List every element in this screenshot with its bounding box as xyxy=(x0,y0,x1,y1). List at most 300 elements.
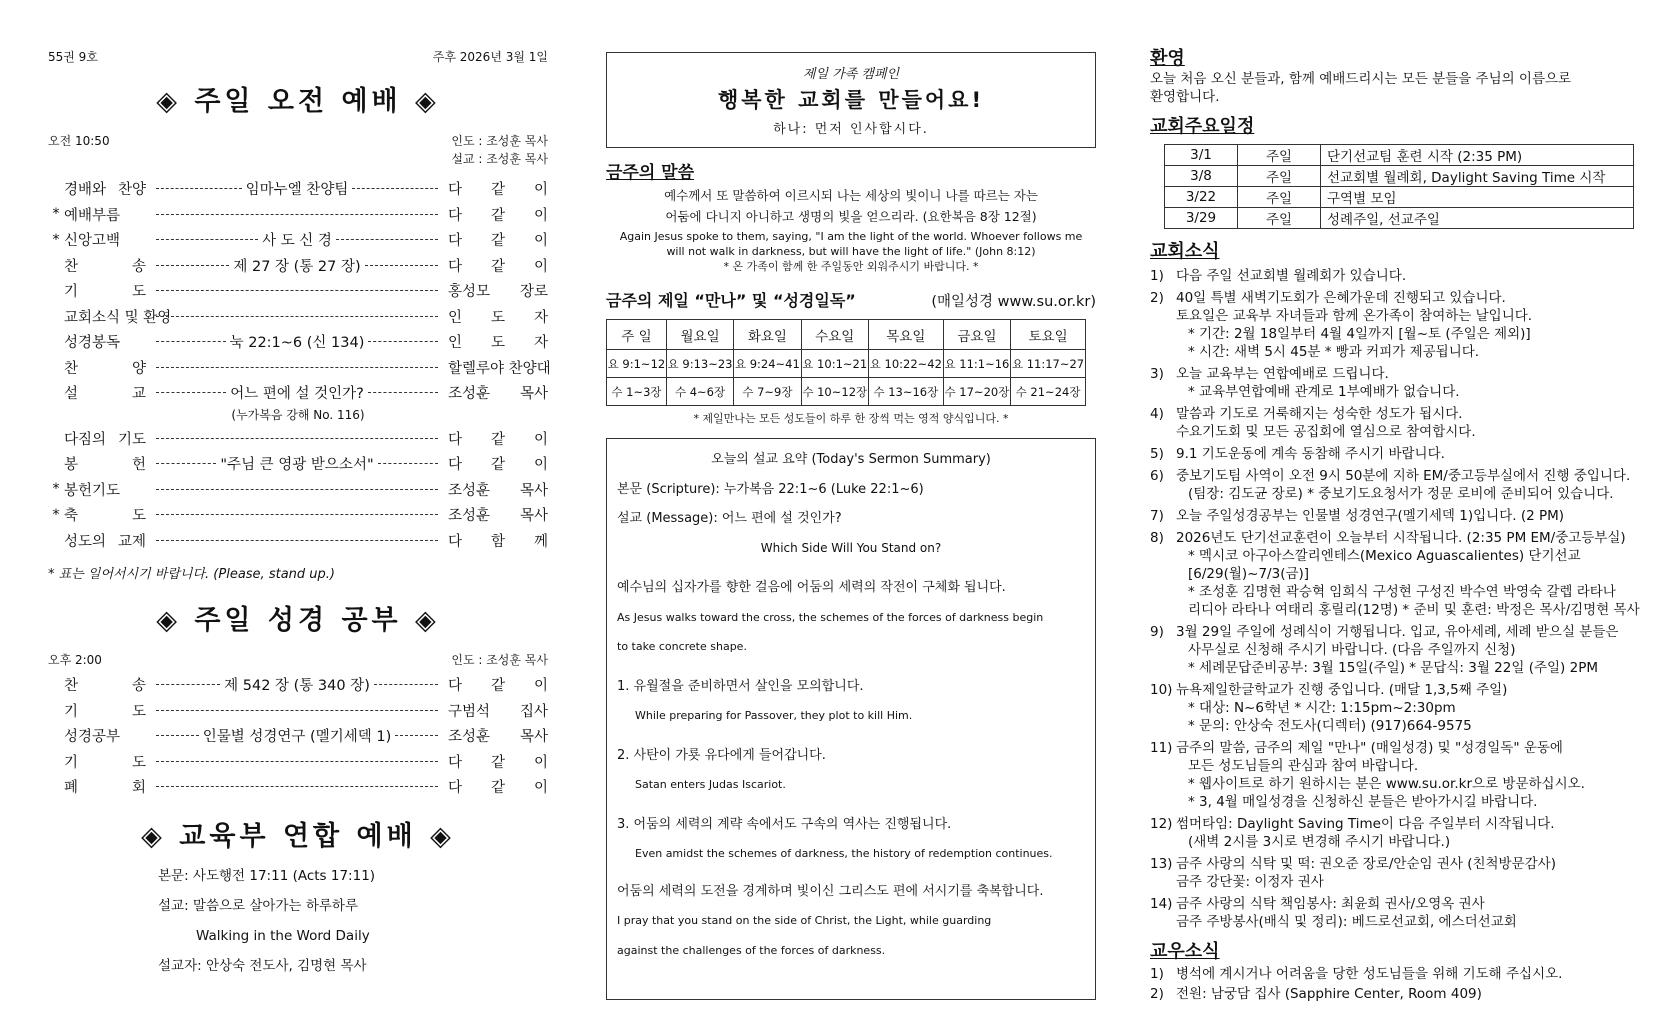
welcome-heading: 환영 xyxy=(1150,48,1185,69)
sermon-intro-en-1: As Jesus walks toward the cross, the schemes of the forces of darkness begin xyxy=(617,610,1044,624)
members-heading: 교우소식 xyxy=(1150,941,1220,962)
manna-cell: 주 일 xyxy=(607,320,667,350)
manna-subheading: (매일성경 www.su.or.kr) xyxy=(931,294,1096,310)
news-line: * 대상: N~6학년 * 시간: 1:15pm~2:30pm xyxy=(1188,700,1456,716)
news-line: 썸머타임: Daylight Saving Time이 다음 주일부터 시작됩니다. xyxy=(1176,816,1555,832)
news-line: 모든 성도님들의 관심과 참여 바랍니다. xyxy=(1188,758,1419,774)
dash-line xyxy=(395,735,438,736)
news-line: 금주 사랑의 식탁 책임봉사: 최윤희 권사/오영옥 권사 xyxy=(1176,896,1485,912)
manna-heading: 금주의 제일 “만나” 및 “성경일독” xyxy=(606,291,856,310)
news-item xyxy=(1150,445,1660,463)
order-item: 경배와 찬양 xyxy=(64,182,146,199)
order-leader: 조성훈 목사 xyxy=(448,508,548,525)
welcome-text xyxy=(1150,70,1660,106)
morning-service-meta xyxy=(48,132,548,168)
order-leader: 다 같 이 xyxy=(448,780,548,797)
dash-line xyxy=(156,710,438,711)
order-leader: 다 같 이 xyxy=(448,457,548,474)
order-leader-line xyxy=(152,438,442,439)
order-content: 제 27 장 (통 27 장) xyxy=(233,258,361,275)
announcements-column xyxy=(1150,0,1660,1003)
order-item: 봉 헌 xyxy=(64,457,146,474)
sermon-point-2-en: Satan enters Judas Iscariot. xyxy=(635,778,786,791)
news-line: * 문의: 안상숙 전도사(디렉터) (917)664-9575 xyxy=(1188,718,1472,734)
dash-line xyxy=(336,239,438,240)
order-row xyxy=(48,426,548,452)
welcome-line-2: 환영합니다. xyxy=(1150,89,1220,105)
news-item xyxy=(1150,405,1660,441)
weekly-word-heading: 금주의 말씀 xyxy=(606,163,695,183)
manna-cell: 금요일 xyxy=(943,320,1010,350)
news-line: (새벽 2시를 3시로 변경해 주시기 바랍니다.) xyxy=(1188,834,1451,850)
order-row xyxy=(48,774,548,800)
news-item xyxy=(1150,681,1660,735)
dash-line xyxy=(368,392,438,393)
schedule-cell: 구역별 모임 xyxy=(1321,187,1634,208)
news-item xyxy=(1150,739,1660,811)
news-body xyxy=(1176,623,1660,677)
manna-note: * 제일만나는 모든 성도들이 하루 한 장씩 먹는 영적 양식입니다. * xyxy=(693,412,1009,425)
bible-study-meta xyxy=(48,651,548,668)
education-scripture: 본문: 사도행전 17:11 (Acts 17:11) xyxy=(158,867,376,884)
welcome-line-1: 오늘 처음 오신 분들과, 함께 예배드리시는 모든 분들을 주님의 이름으로 xyxy=(1150,71,1572,87)
manna-days-row xyxy=(607,320,1086,350)
news-line: 중보기도팀 사역이 오전 9시 50분에 지하 EM/중고등부실에서 진행 중입니다. xyxy=(1176,468,1631,484)
order-item: 교회소식 및 환영 xyxy=(64,309,172,326)
manna-cell: 요 9:1~12 xyxy=(607,350,667,378)
order-content: 눅 22:1~6 (신 134) xyxy=(229,335,365,352)
dash-line xyxy=(156,438,438,439)
dash-line xyxy=(365,265,438,266)
order-item: 성경공부 xyxy=(64,729,121,746)
news-line: 금주 강단꽃: 이정자 권사 xyxy=(1176,874,1324,890)
dash-line xyxy=(156,367,438,368)
member-text: 전원: 남궁담 집사 (Sapphire Center, Room 409) xyxy=(1176,986,1482,1002)
news-heading: 교회소식 xyxy=(1150,241,1220,262)
order-leader: 구범석 집사 xyxy=(448,703,548,720)
news-body xyxy=(1176,681,1660,735)
sermon-intro-en-2: to take concrete shape. xyxy=(617,640,747,653)
order-leader: 조성훈 목사 xyxy=(448,386,548,403)
manna-cell: 수요일 xyxy=(801,320,868,350)
order-item: 기 도 xyxy=(64,284,146,301)
news-line: 토요일은 교육부 자녀들과 함께 온가족이 참여하는 날입니다. xyxy=(1176,308,1533,324)
manna-cell: 요 11:1~16 xyxy=(943,350,1010,378)
order-leader: 인 도 자 xyxy=(448,309,548,326)
weekly-word xyxy=(606,185,1096,274)
order-of-worship-column xyxy=(48,0,551,981)
news-line: 리디아 라타나 여태리 홍릴리(12명) * 준비 및 훈련: 박정은 목사/김명현 목사 xyxy=(1188,602,1640,618)
news-line: (팀장: 김도균 장로) * 중보기도요청서가 정문 로비에 준비되어 있습니다. xyxy=(1188,486,1614,502)
volume-number: 55권 9호 xyxy=(48,50,98,64)
news-line: 금주의 말씀, 금주의 제일 "만나" (매일성경) 및 "성경일독" 운동에 xyxy=(1176,740,1563,756)
schedule-row xyxy=(1165,187,1634,208)
banner-campaign: 제일 가족 캠페인 xyxy=(802,67,900,82)
news-number: 7) xyxy=(1150,508,1164,524)
dash-line xyxy=(352,188,438,189)
order-row xyxy=(48,278,548,304)
news-number: 1) xyxy=(1150,268,1164,284)
sermon-series-note: (누가복음 강해 No. 116) xyxy=(231,407,365,422)
schedule-cell: 선교회별 월례회, Daylight Saving Time 시작 xyxy=(1321,166,1634,187)
order-content: 인물별 성경연구 (멜기세덱 1) xyxy=(202,729,392,746)
schedule-cell: 성례주일, 선교주일 xyxy=(1321,208,1634,229)
manna-cell: 수 4~6장 xyxy=(666,378,733,406)
bulletin-date: 주후 2026년 3월 1일 xyxy=(432,50,548,64)
order-leader-line xyxy=(152,453,442,474)
dash-line xyxy=(156,514,438,515)
news-body xyxy=(1176,289,1660,361)
sermon-point-3-en: Even amidst the schemes of darkness, the history of redemption continues. xyxy=(635,847,1053,860)
order-item: 폐 회 xyxy=(64,780,146,797)
manna-cell: 수 1~3장 xyxy=(607,378,667,406)
order-leader: 다 같 이 xyxy=(448,258,548,275)
weekly-word-en-1: Again Jesus spoke to them, saying, "I am the light of the world. Whoever follows me xyxy=(619,230,1083,243)
order-item: 성도의 교제 xyxy=(64,533,146,550)
manna-cell: 요 9:24~41 xyxy=(734,350,801,378)
order-leader-line xyxy=(152,382,442,403)
order-leader-line xyxy=(152,367,442,368)
manna-cell: 요 10:22~42 xyxy=(868,350,943,378)
weekly-word-en-2: will not walk in darkness, but will have the light of life." (John 8:12) xyxy=(666,245,1036,258)
dash-line xyxy=(156,214,438,215)
order-leader: 홍성모 장로 xyxy=(448,284,548,301)
order-row xyxy=(48,528,548,554)
member-item xyxy=(1150,985,1660,1003)
news-body xyxy=(1176,529,1660,619)
order-leader: 다 같 이 xyxy=(448,754,548,771)
order-star: * xyxy=(52,481,60,498)
order-row xyxy=(48,451,548,477)
dash-line xyxy=(156,392,226,393)
dash-line xyxy=(156,316,438,317)
manna-cell: 목요일 xyxy=(868,320,943,350)
order-content: "주님 큰 영광 받으소서" xyxy=(220,457,374,474)
news-number: 8) xyxy=(1150,530,1164,546)
order-leader-line xyxy=(152,786,442,787)
sermon-message-en: Which Side Will You Stand on? xyxy=(760,540,942,555)
news-line: * 시간: 새벽 5시 45분 * 빵과 커피가 제공됩니다. xyxy=(1188,344,1480,360)
schedule-cell: 주일 xyxy=(1238,187,1321,208)
order-row xyxy=(48,672,548,698)
bulletin-header xyxy=(48,48,548,65)
order-leader-line xyxy=(152,178,442,199)
manna-cell: 수 13~16장 xyxy=(868,378,943,406)
manna-cell: 요 9:13~23 xyxy=(666,350,733,378)
news-item xyxy=(1150,815,1660,851)
news-line: * 멕시코 아구아스깔리엔테스(Mexico Aguascalientes) 단기선교[6/29(월)~7/3(금)] xyxy=(1188,548,1581,582)
order-leader-line xyxy=(152,316,442,317)
news-item xyxy=(1150,267,1660,285)
order-content: 임마누엘 찬양팀 xyxy=(245,182,349,199)
sermon-message: 설교 (Message): 어느 편에 설 것인가? xyxy=(617,511,842,526)
bible-study-leader: 인도 : 조성훈 목사 xyxy=(451,653,548,667)
order-leader-line xyxy=(152,674,442,695)
order-leader-line xyxy=(152,761,442,762)
bible-study-order-list xyxy=(48,672,548,800)
news-item xyxy=(1150,895,1660,931)
education-preachers: 설교자: 안상숙 전도사, 김명현 목사 xyxy=(158,957,367,974)
dash-line xyxy=(156,684,220,685)
news-body xyxy=(1176,855,1660,891)
sermon-summary-box xyxy=(606,438,1096,1000)
order-item: 신앙고백 xyxy=(64,233,121,250)
news-body xyxy=(1176,895,1660,931)
news-line: 40일 특별 새벽기도회가 은혜가운데 진행되고 있습니다. xyxy=(1176,290,1506,306)
news-item xyxy=(1150,855,1660,891)
weekly-word-ko-2: 어둠에 다니지 아니하고 생명의 빛을 얻으리라. (요한복음 8장 12절) xyxy=(665,209,1037,224)
news-line: 다음 주일 선교회별 월례회가 있습니다. xyxy=(1176,268,1407,284)
order-leader-line xyxy=(152,255,442,276)
news-item xyxy=(1150,529,1660,619)
order-item: 성경봉독 xyxy=(64,335,121,352)
morning-service-time: 오전 10:50 xyxy=(48,134,110,148)
order-row xyxy=(48,502,548,528)
news-line: 말씀과 기도로 거룩해지는 성숙한 성도가 됩시다. xyxy=(1176,406,1463,422)
order-row xyxy=(48,253,548,279)
order-item: 기 도 xyxy=(64,703,146,720)
order-row xyxy=(48,749,548,775)
schedule-cell: 3/22 xyxy=(1165,187,1238,208)
news-number: 3) xyxy=(1150,366,1164,382)
campaign-banner xyxy=(606,52,1096,148)
bible-read-row xyxy=(607,378,1086,406)
order-content: 제 542 장 (통 340 장) xyxy=(224,678,370,695)
news-line: 뉴욕제일한글학교가 진행 중입니다. (매달 1,3,5째 주일) xyxy=(1176,682,1508,698)
news-line: * 3, 4월 매일성경을 신청하신 분들은 받아가시길 바랍니다. xyxy=(1188,794,1538,810)
schedule-row xyxy=(1165,166,1634,187)
dash-line xyxy=(156,463,216,464)
manna-cell: 수 21~24장 xyxy=(1011,378,1086,406)
manna-table xyxy=(606,319,1086,406)
news-line: 금주 주방봉사(배식 및 정리): 베드로선교회, 에스더선교회 xyxy=(1176,914,1517,930)
sermon-closing-en-1: I pray that you stand on the side of Christ, the Light, while guarding xyxy=(617,914,992,927)
member-item xyxy=(1150,965,1660,983)
stand-note: * 표는 일어서시기 바랍니다. (Please, stand up.) xyxy=(48,567,335,582)
schedule-cell: 주일 xyxy=(1238,166,1321,187)
order-leader-line xyxy=(152,514,442,515)
morning-leader: 인도 : 조성훈 목사 xyxy=(451,134,548,148)
news-line: 사무실로 신청해 주시기 바랍니다. (다음 주일까지 신청) xyxy=(1188,642,1516,658)
news-body xyxy=(1176,815,1660,851)
manna-cell: 요 11:17~27 xyxy=(1011,350,1086,378)
sermon-scripture: 본문 (Scripture): 누가복음 22:1~6 (Luke 22:1~6) xyxy=(617,481,924,497)
order-star: * xyxy=(52,506,60,523)
manna-cell: 수 10~12장 xyxy=(801,378,868,406)
news-body xyxy=(1176,739,1660,811)
schedule-table xyxy=(1164,144,1634,229)
news-body xyxy=(1176,267,1660,285)
order-item: 찬 양 xyxy=(64,360,146,377)
banner-slogan: 행복한 교회를 만들어요! xyxy=(717,88,985,112)
dash-line xyxy=(156,341,226,342)
manna-cell: 화요일 xyxy=(734,320,801,350)
morning-order-list xyxy=(48,176,551,553)
news-item xyxy=(1150,507,1660,525)
schedule-row xyxy=(1165,208,1634,229)
order-leader: 다 함 께 xyxy=(448,533,548,550)
dash-line xyxy=(378,463,438,464)
news-item xyxy=(1150,289,1660,361)
order-leader: 다 같 이 xyxy=(448,678,548,695)
dash-line xyxy=(156,540,438,541)
sermon-point-2-ko: 2. 사탄이 가룟 유다에게 들어갑니다. xyxy=(617,747,826,763)
news-line: 2026년도 단기선교훈련이 오늘부터 시작됩니다. (2:35 PM EM/중고등부실) xyxy=(1176,530,1626,546)
news-list xyxy=(1150,267,1660,931)
news-body xyxy=(1176,405,1660,441)
order-row xyxy=(48,355,551,381)
schedule-cell: 단기선교팀 훈련 시작 (2:35 PM) xyxy=(1321,145,1634,166)
news-body xyxy=(1176,365,1660,401)
order-row xyxy=(48,723,548,749)
order-leader: 다 같 이 xyxy=(448,431,548,448)
order-star: * xyxy=(52,231,60,248)
order-leader-line xyxy=(152,540,442,541)
news-line: * 교육부연합예배 관계로 1부예배가 없습니다. xyxy=(1188,384,1460,400)
order-item: 기 도 xyxy=(64,754,146,771)
news-body xyxy=(1176,507,1660,525)
education-service-title: ◈ 교육부 연합 예배 ◈ xyxy=(141,820,455,852)
manna-cell: 수 7~9장 xyxy=(734,378,801,406)
order-leader: 할렐루야 찬양대 xyxy=(448,360,551,377)
schedule-heading: 교회주요일정 xyxy=(1150,116,1255,137)
order-row xyxy=(48,176,548,202)
news-number: 5) xyxy=(1150,446,1164,462)
order-content: 어느 편에 설 것인가? xyxy=(230,386,364,403)
weekly-word-ko-1: 예수께서 또 말씀하여 이르시되 나는 세상의 빛이니 나를 따르는 자는 xyxy=(664,188,1038,203)
order-item: 찬 송 xyxy=(64,678,146,695)
morning-preacher: 설교 : 조성훈 목사 xyxy=(451,152,548,166)
schedule-cell: 3/1 xyxy=(1165,145,1238,166)
manna-cell: 토요일 xyxy=(1011,320,1086,350)
news-line: 수요기도회 및 모든 공집회에 열심으로 참여합시다. xyxy=(1176,424,1476,440)
education-sermon-en: Walking in the Word Daily xyxy=(196,927,370,944)
order-leader: 다 같 이 xyxy=(448,182,548,199)
news-item xyxy=(1150,365,1660,401)
members-list xyxy=(1150,965,1660,1003)
sermon-closing-en-2: against the challenges of the forces of darkness. xyxy=(617,943,886,957)
news-item xyxy=(1150,623,1660,677)
schedule-row xyxy=(1165,145,1634,166)
schedule-cell: 주일 xyxy=(1238,208,1321,229)
dash-line xyxy=(156,489,438,490)
order-leader-line xyxy=(152,331,442,352)
manna-cell: 월요일 xyxy=(666,320,733,350)
dash-line xyxy=(156,761,438,762)
news-number: 13) xyxy=(1150,856,1173,872)
member-number: 2) xyxy=(1150,986,1164,1002)
news-body xyxy=(1176,445,1660,463)
news-number: 4) xyxy=(1150,406,1164,422)
manna-reading-row xyxy=(607,350,1086,378)
order-star: * xyxy=(52,206,60,223)
banner-action: 하나: 먼저 인사합시다. xyxy=(773,122,929,137)
manna-cell: 요 10:1~21 xyxy=(801,350,868,378)
dash-line xyxy=(156,239,258,240)
news-line: * 세례문답준비공부: 3월 15일(주일) * 문답식: 3월 22일 (주일) 2PM xyxy=(1188,660,1598,676)
news-item xyxy=(1150,467,1660,503)
education-sermon: 설교: 말씀으로 살아가는 하루하루 xyxy=(158,897,358,914)
news-line: 금주 사랑의 식탁 및 떡: 권오준 장로/안순임 권사 (친척방문감사) xyxy=(1176,856,1556,872)
sermon-point-1-en: While preparing for Passover, they plot to kill Him. xyxy=(635,709,913,722)
dash-line xyxy=(368,341,438,342)
order-leader-line xyxy=(152,214,442,215)
order-item: 예배부름 xyxy=(64,207,121,224)
sermon-closing-ko: 어둠의 세력의 도전을 경계하며 빛이신 그리스도 편에 서시기를 축복합니다. xyxy=(617,883,1044,899)
news-number: 6) xyxy=(1150,468,1164,484)
news-number: 9) xyxy=(1150,624,1164,640)
member-text: 병석에 계시거나 어려움을 당한 성도님들을 위해 기도해 주십시오. xyxy=(1176,966,1563,982)
sermon-intro-ko: 예수님의 십자가를 향한 걸음에 어둠의 세력의 작전이 구체화 됩니다. xyxy=(617,580,1006,595)
sermon-point-3-ko: 3. 어둠의 세력의 계략 속에서도 구속의 역사는 진행됩니다. xyxy=(617,816,952,832)
order-item: 봉헌기도 xyxy=(64,482,121,499)
dash-line xyxy=(156,265,229,266)
order-leader: 조성훈 목사 xyxy=(448,729,548,746)
news-number: 12) xyxy=(1150,816,1173,832)
order-leader-line xyxy=(152,489,442,490)
order-leader: 조성훈 목사 xyxy=(448,482,548,499)
order-leader: 다 같 이 xyxy=(448,207,548,224)
order-item: 축 도 xyxy=(64,508,146,525)
dash-line xyxy=(156,786,438,787)
order-content: 사 도 신 경 xyxy=(262,233,332,250)
order-row xyxy=(48,202,548,228)
news-line: * 웹사이트로 하기 원하시는 분은 www.su.or.kr으로 방문하십시오. xyxy=(1188,776,1585,792)
order-row xyxy=(48,477,548,503)
news-line: * 조성훈 김명현 곽승혁 임희식 구성현 구성진 박수연 박영숙 갈렙 라타나 xyxy=(1188,584,1616,600)
morning-service-title: ◈ 주일 오전 예배 ◈ xyxy=(156,86,440,117)
order-leader-line xyxy=(152,290,442,291)
weekly-word-note: * 온 가족이 함께 한 주일동안 외워주시기 바랍니다. * xyxy=(723,260,979,273)
schedule-cell: 주일 xyxy=(1238,145,1321,166)
order-leader-line xyxy=(152,725,442,746)
word-and-sermon-column xyxy=(606,0,1096,1000)
order-row xyxy=(48,698,548,724)
manna-heading-row xyxy=(606,288,1096,311)
dash-line xyxy=(374,684,438,685)
order-item: 설 교 xyxy=(64,386,146,403)
order-row xyxy=(48,227,548,253)
order-row xyxy=(48,380,548,406)
education-service-details xyxy=(48,861,548,981)
sermon-summary-title: 오늘의 설교 요약 (Today's Sermon Summary) xyxy=(711,452,991,467)
bible-study-time: 오후 2:00 xyxy=(48,653,102,667)
news-number: 2) xyxy=(1150,290,1164,306)
news-line: 오늘 교육부는 연합예배로 드립니다. xyxy=(1176,366,1389,382)
news-line: 오늘 주일성경공부는 인물별 성경연구(멜기세덱 1)입니다. (2 PM) xyxy=(1176,508,1565,524)
order-leader: 다 같 이 xyxy=(448,233,548,250)
manna-cell: 수 17~20장 xyxy=(943,378,1010,406)
schedule-cell: 3/8 xyxy=(1165,166,1238,187)
news-number: 14) xyxy=(1150,896,1173,912)
news-line: 9.1 기도운동에 계속 동참해 주시기 바랍니다. xyxy=(1176,446,1445,462)
bible-study-title: ◈ 주일 성경 공부 ◈ xyxy=(156,605,440,636)
order-row xyxy=(48,304,548,330)
dash-line xyxy=(156,188,242,189)
order-item: 찬 송 xyxy=(64,258,146,275)
order-item: 다짐의 기도 xyxy=(64,431,146,448)
sermon-point-1-ko: 1. 유월절을 준비하면서 살인을 모의합니다. xyxy=(617,678,864,694)
news-body xyxy=(1176,467,1660,503)
order-leader: 인 도 자 xyxy=(448,335,548,352)
dash-line xyxy=(156,290,438,291)
order-leader-line xyxy=(152,229,442,250)
news-line: 3월 29일 주일에 성례식이 거행됩니다. 입교, 유아세례, 세례 받으실 분들은 xyxy=(1176,624,1619,640)
order-leader-line xyxy=(152,710,442,711)
news-number: 10) xyxy=(1150,682,1173,698)
dash-line xyxy=(156,735,199,736)
order-row xyxy=(48,329,548,355)
